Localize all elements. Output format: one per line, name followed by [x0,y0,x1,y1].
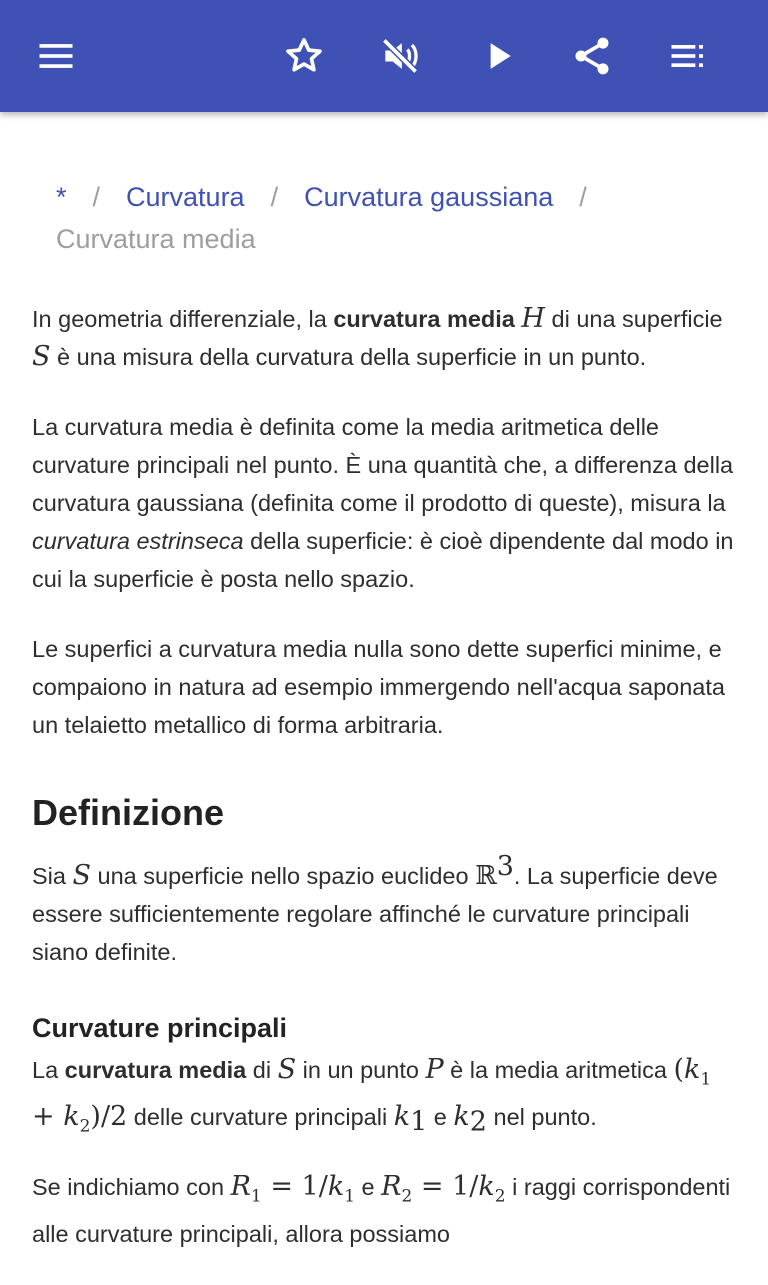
math-paren: ( [673,1053,685,1085]
text: e [355,1173,382,1200]
play-icon [476,34,520,78]
text: di [246,1056,278,1083]
text: e [427,1104,454,1131]
math-symbol: k [684,1053,701,1085]
math-symbol: R [230,1170,251,1202]
breadcrumb-curvatura-link[interactable]: Curvatura [126,182,245,212]
math-symbol: H [521,303,545,334]
math-subscript: 2 [469,1106,487,1138]
share-icon [570,34,614,78]
minimal-surfaces-paragraph: Le superfici a curvatura media nulla sono dette superfici minime, e compaiono in natura ad esempio immergendo nell'acqua saponata un telaietto metallico di forma arbitraria. [32,636,725,738]
article-content [32,140,736,1285]
text: i raggi corrispondenti alle curvature principali, allora possiamo [32,1173,731,1247]
subsection-heading-curvature-principali: Curvature principali [32,1012,288,1043]
volume-off-icon [378,34,422,78]
bold-term: curvatura media [64,1056,247,1083]
math-subscript: 2 [401,1186,413,1206]
list-icon [666,34,710,78]
math-symbol: P [425,1053,444,1085]
math-formula [381,1170,506,1206]
math-symbol: k [478,1170,495,1202]
mute-button[interactable] [372,28,428,84]
favorite-button[interactable] [276,28,332,84]
math-operator: = 1/ [412,1170,479,1202]
math-subscript: 1 [250,1186,262,1206]
bold-term: curvatura media [333,306,515,332]
math-paren: )/2 [90,1101,128,1133]
text: In geometria differenziale, la [32,306,334,332]
math-subscript: 1 [700,1069,712,1090]
menu-button[interactable] [28,28,84,84]
toc-button[interactable] [660,28,716,84]
star-outline-icon [282,34,326,78]
app-bar [0,0,768,112]
math-operator: = 1/ [261,1170,328,1202]
breadcrumb-current: Curvatura media [56,224,256,254]
share-button[interactable] [564,28,620,84]
section-heading-definizione: Definizione [32,792,225,833]
text: di una superficie [544,306,723,332]
radii-paragraph [32,1168,736,1253]
text: è la media aritmetica [443,1056,674,1083]
math-symbol: S [277,1053,297,1085]
breadcrumb [32,176,736,260]
math-subscript: 1 [410,1106,428,1138]
math-symbol: S [72,859,91,891]
text: nel punto. [486,1104,597,1131]
math-formula [230,1170,356,1206]
text: La curvatura media è definita come la media aritmetica delle curvature principali nel punto. È una quantità che, a differenza della curvatura gaussiana (definita come il prodotto di queste), misura la [32,414,734,516]
math-symbol: k [453,1101,470,1133]
math-symbol: S [32,341,51,372]
text: . La superficie deve essere sufficientemente regolare affinché le curvature principali siano definite. [32,862,718,965]
math-symbol: k [393,1101,411,1133]
text: in un punto [296,1056,426,1083]
text: La [32,1056,65,1083]
play-button[interactable] [470,28,526,84]
definition-paragraph [32,408,736,598]
breadcrumb-separator: / [270,182,279,212]
breadcrumb-separator: / [579,182,587,212]
italic-term: curvatura estrinseca [32,528,244,554]
text: una superficie nello spazio euclideo [91,862,476,889]
breadcrumb-home-link[interactable]: * [56,182,67,212]
space-paragraph [32,848,736,971]
math-symbol: k [63,1101,80,1133]
math-operator: + [32,1101,64,1133]
math-symbol: ℝ [475,860,497,891]
text: Sia [32,862,73,889]
text: della superficie: è cioè dipendente dal modo in cui la superficie è posta nello spazio. [32,528,734,592]
menu-icon [34,34,78,78]
breadcrumb-gaussiana-link[interactable]: Curvatura gaussiana [304,182,554,212]
math-subscript: 2 [494,1186,506,1206]
math-subscript: 2 [79,1116,91,1137]
text: Se indichiamo con [32,1173,231,1200]
math-subscript: 1 [344,1186,356,1206]
text: è una misura della curvatura della superficie in un punto. [50,344,647,370]
breadcrumb-separator: / [92,182,101,212]
text: delle curvature principali [127,1104,394,1131]
math-symbol: R [381,1170,402,1202]
math-symbol: k [327,1170,345,1202]
intro-paragraph [32,300,736,376]
math-superscript: 3 [496,851,514,882]
mean-curvature-paragraph [32,1051,736,1146]
